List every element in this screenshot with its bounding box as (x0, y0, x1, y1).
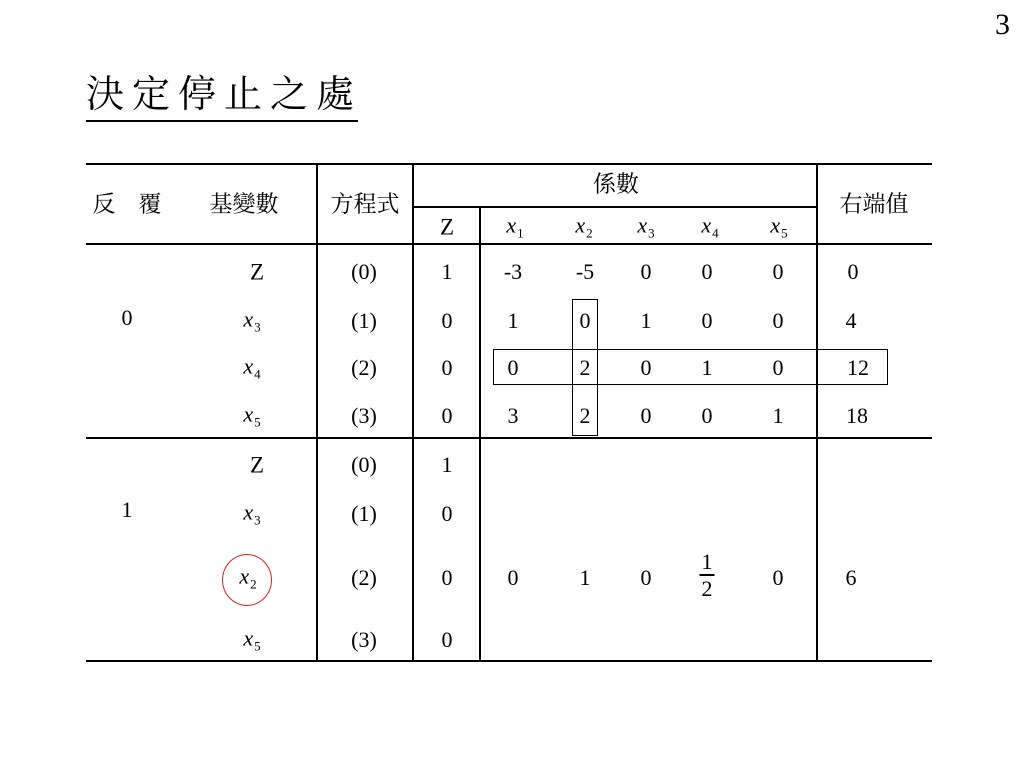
it1-r3-eq: (3) (351, 627, 377, 652)
it0-r0-x4: 0 (701, 259, 713, 284)
subheader-x2-base: x (575, 212, 586, 238)
table-bottom-rule (86, 660, 932, 662)
it0-r1-rhs: 4 (845, 308, 857, 333)
it1-r2-z: 0 (441, 565, 453, 590)
fraction-denominator: 2 (701, 576, 713, 601)
it0-r1-eq: (1) (351, 308, 377, 333)
it0-r0-rhs: 0 (847, 259, 859, 284)
subheader-x2-sub: 2 (586, 225, 593, 241)
it1-r1-z: 0 (441, 501, 453, 526)
subheader-x1-sub: 1 (517, 225, 524, 241)
iteration-divider-rule (86, 437, 932, 439)
it0-r2-z: 0 (441, 355, 453, 380)
subheader-x4 (701, 212, 719, 241)
it1-r2-basic-sub: 2 (250, 576, 257, 592)
it0-r3-basic-sub: 5 (254, 414, 261, 430)
coef-header-rule (413, 206, 817, 208)
it1-r0-basic (250, 454, 264, 477)
subheader-x3 (637, 212, 655, 241)
page-title: 決定停止之處 (86, 72, 363, 116)
it1-r1-basic-base: x (243, 499, 254, 525)
it0-r3-eq: (3) (351, 403, 377, 428)
it0-r3-z: 0 (441, 403, 453, 428)
subheader-x3-sub: 3 (648, 225, 655, 241)
it0-r1-basic-base: x (243, 306, 254, 332)
vline-eq-coef (412, 163, 414, 662)
it0-r2-eq: (2) (351, 355, 377, 380)
pivot-row-box (493, 349, 888, 385)
subheader-x1 (506, 212, 524, 241)
it0-r2-basic (243, 353, 261, 382)
header-coefficients: 係數 (593, 171, 639, 198)
it1-r3-basic-sub: 5 (254, 638, 261, 654)
it0-r0-x2: -5 (575, 259, 595, 284)
it0-r1-x1: 1 (507, 308, 519, 333)
entering-variable-circle (222, 554, 272, 606)
it0-r1-z: 0 (441, 308, 453, 333)
subheader-x5-base: x (770, 212, 781, 238)
it0-r0-x3: 0 (640, 259, 652, 284)
it0-r2-rhs: 12 (847, 355, 869, 380)
it1-r1-basic-sub: 3 (254, 512, 261, 528)
vline-z-x1 (479, 206, 481, 662)
it0-r3-x1: 3 (507, 403, 519, 428)
it0-r3-x5: 1 (772, 403, 784, 428)
it1-r3-basic-base: x (243, 625, 254, 651)
iteration-0-label: 0 (121, 305, 133, 330)
it1-r2-x5: 0 (772, 565, 784, 590)
it0-r3-x2: 2 (579, 403, 591, 428)
table-top-rule (86, 163, 932, 165)
header-equation: 方程式 (330, 191, 400, 218)
it1-r0-basic-label: Z (249, 452, 265, 478)
it0-r3-x4: 0 (701, 403, 713, 428)
it1-r2-x4-fraction (700, 550, 715, 602)
header-iteration: 反 覆 (92, 191, 162, 218)
subheader-x5 (770, 212, 788, 241)
vline-basic-eq (316, 163, 318, 662)
subheader-x1-base: x (506, 212, 517, 238)
it0-r0-basic (250, 261, 264, 284)
subheader-z-label: Z (439, 214, 455, 240)
it0-r2-basic-sub: 4 (254, 366, 261, 382)
subheader-x4-base: x (701, 212, 712, 238)
it1-r2-basic-base: x (239, 563, 250, 589)
it1-r2-x3: 0 (640, 565, 652, 590)
subheader-x2 (575, 212, 593, 241)
it0-r3-basic (243, 401, 261, 430)
it1-r3-z: 0 (441, 627, 453, 652)
it1-r2-x1: 0 (507, 565, 519, 590)
it0-r2-x1: 0 (507, 355, 519, 380)
it1-r1-basic (243, 499, 261, 528)
it0-r0-eq: (0) (351, 259, 377, 284)
it1-r2-rhs: 6 (845, 565, 857, 590)
iteration-1-label: 1 (121, 497, 133, 522)
it0-r1-basic-sub: 3 (254, 319, 261, 335)
fraction-numerator: 1 (701, 549, 713, 574)
header-rhs: 右端值 (839, 191, 909, 218)
it1-r0-z: 1 (441, 452, 453, 477)
it0-r0-x5: 0 (772, 259, 784, 284)
subheader-z (440, 216, 454, 239)
it0-r0-x1: -3 (503, 259, 523, 284)
it1-r3-basic (243, 625, 261, 654)
header-basic-var: 基變數 (209, 191, 279, 218)
it0-r3-rhs: 18 (846, 403, 868, 428)
page-number: 3 (995, 8, 1010, 41)
subheader-x5-sub: 5 (781, 225, 788, 241)
subheader-x3-base: x (637, 212, 648, 238)
subheader-x4-sub: 4 (712, 225, 719, 241)
it0-r0-z: 1 (441, 259, 453, 284)
it1-r0-eq: (0) (351, 452, 377, 477)
it0-r2-x3: 0 (640, 355, 652, 380)
it0-r2-x4: 1 (701, 355, 713, 380)
it0-r3-x3: 0 (640, 403, 652, 428)
it0-r2-basic-base: x (243, 353, 254, 379)
it0-r1-x5: 0 (772, 308, 784, 333)
it0-r1-x4: 0 (701, 308, 713, 333)
it0-r1-x3: 1 (640, 308, 652, 333)
it0-r1-basic (243, 306, 261, 335)
vline-coef-rhs (816, 163, 818, 662)
it1-r2-x2: 1 (579, 565, 591, 590)
it0-r0-basic-label: Z (249, 259, 265, 285)
it1-r1-eq: (1) (351, 501, 377, 526)
it0-r3-basic-base: x (243, 401, 254, 427)
header-bottom-rule (86, 243, 932, 245)
it0-r2-x5: 0 (772, 355, 784, 380)
it1-r2-eq: (2) (351, 565, 377, 590)
it0-r2-x2: 2 (579, 355, 591, 380)
it0-r1-x2: 0 (579, 308, 591, 333)
